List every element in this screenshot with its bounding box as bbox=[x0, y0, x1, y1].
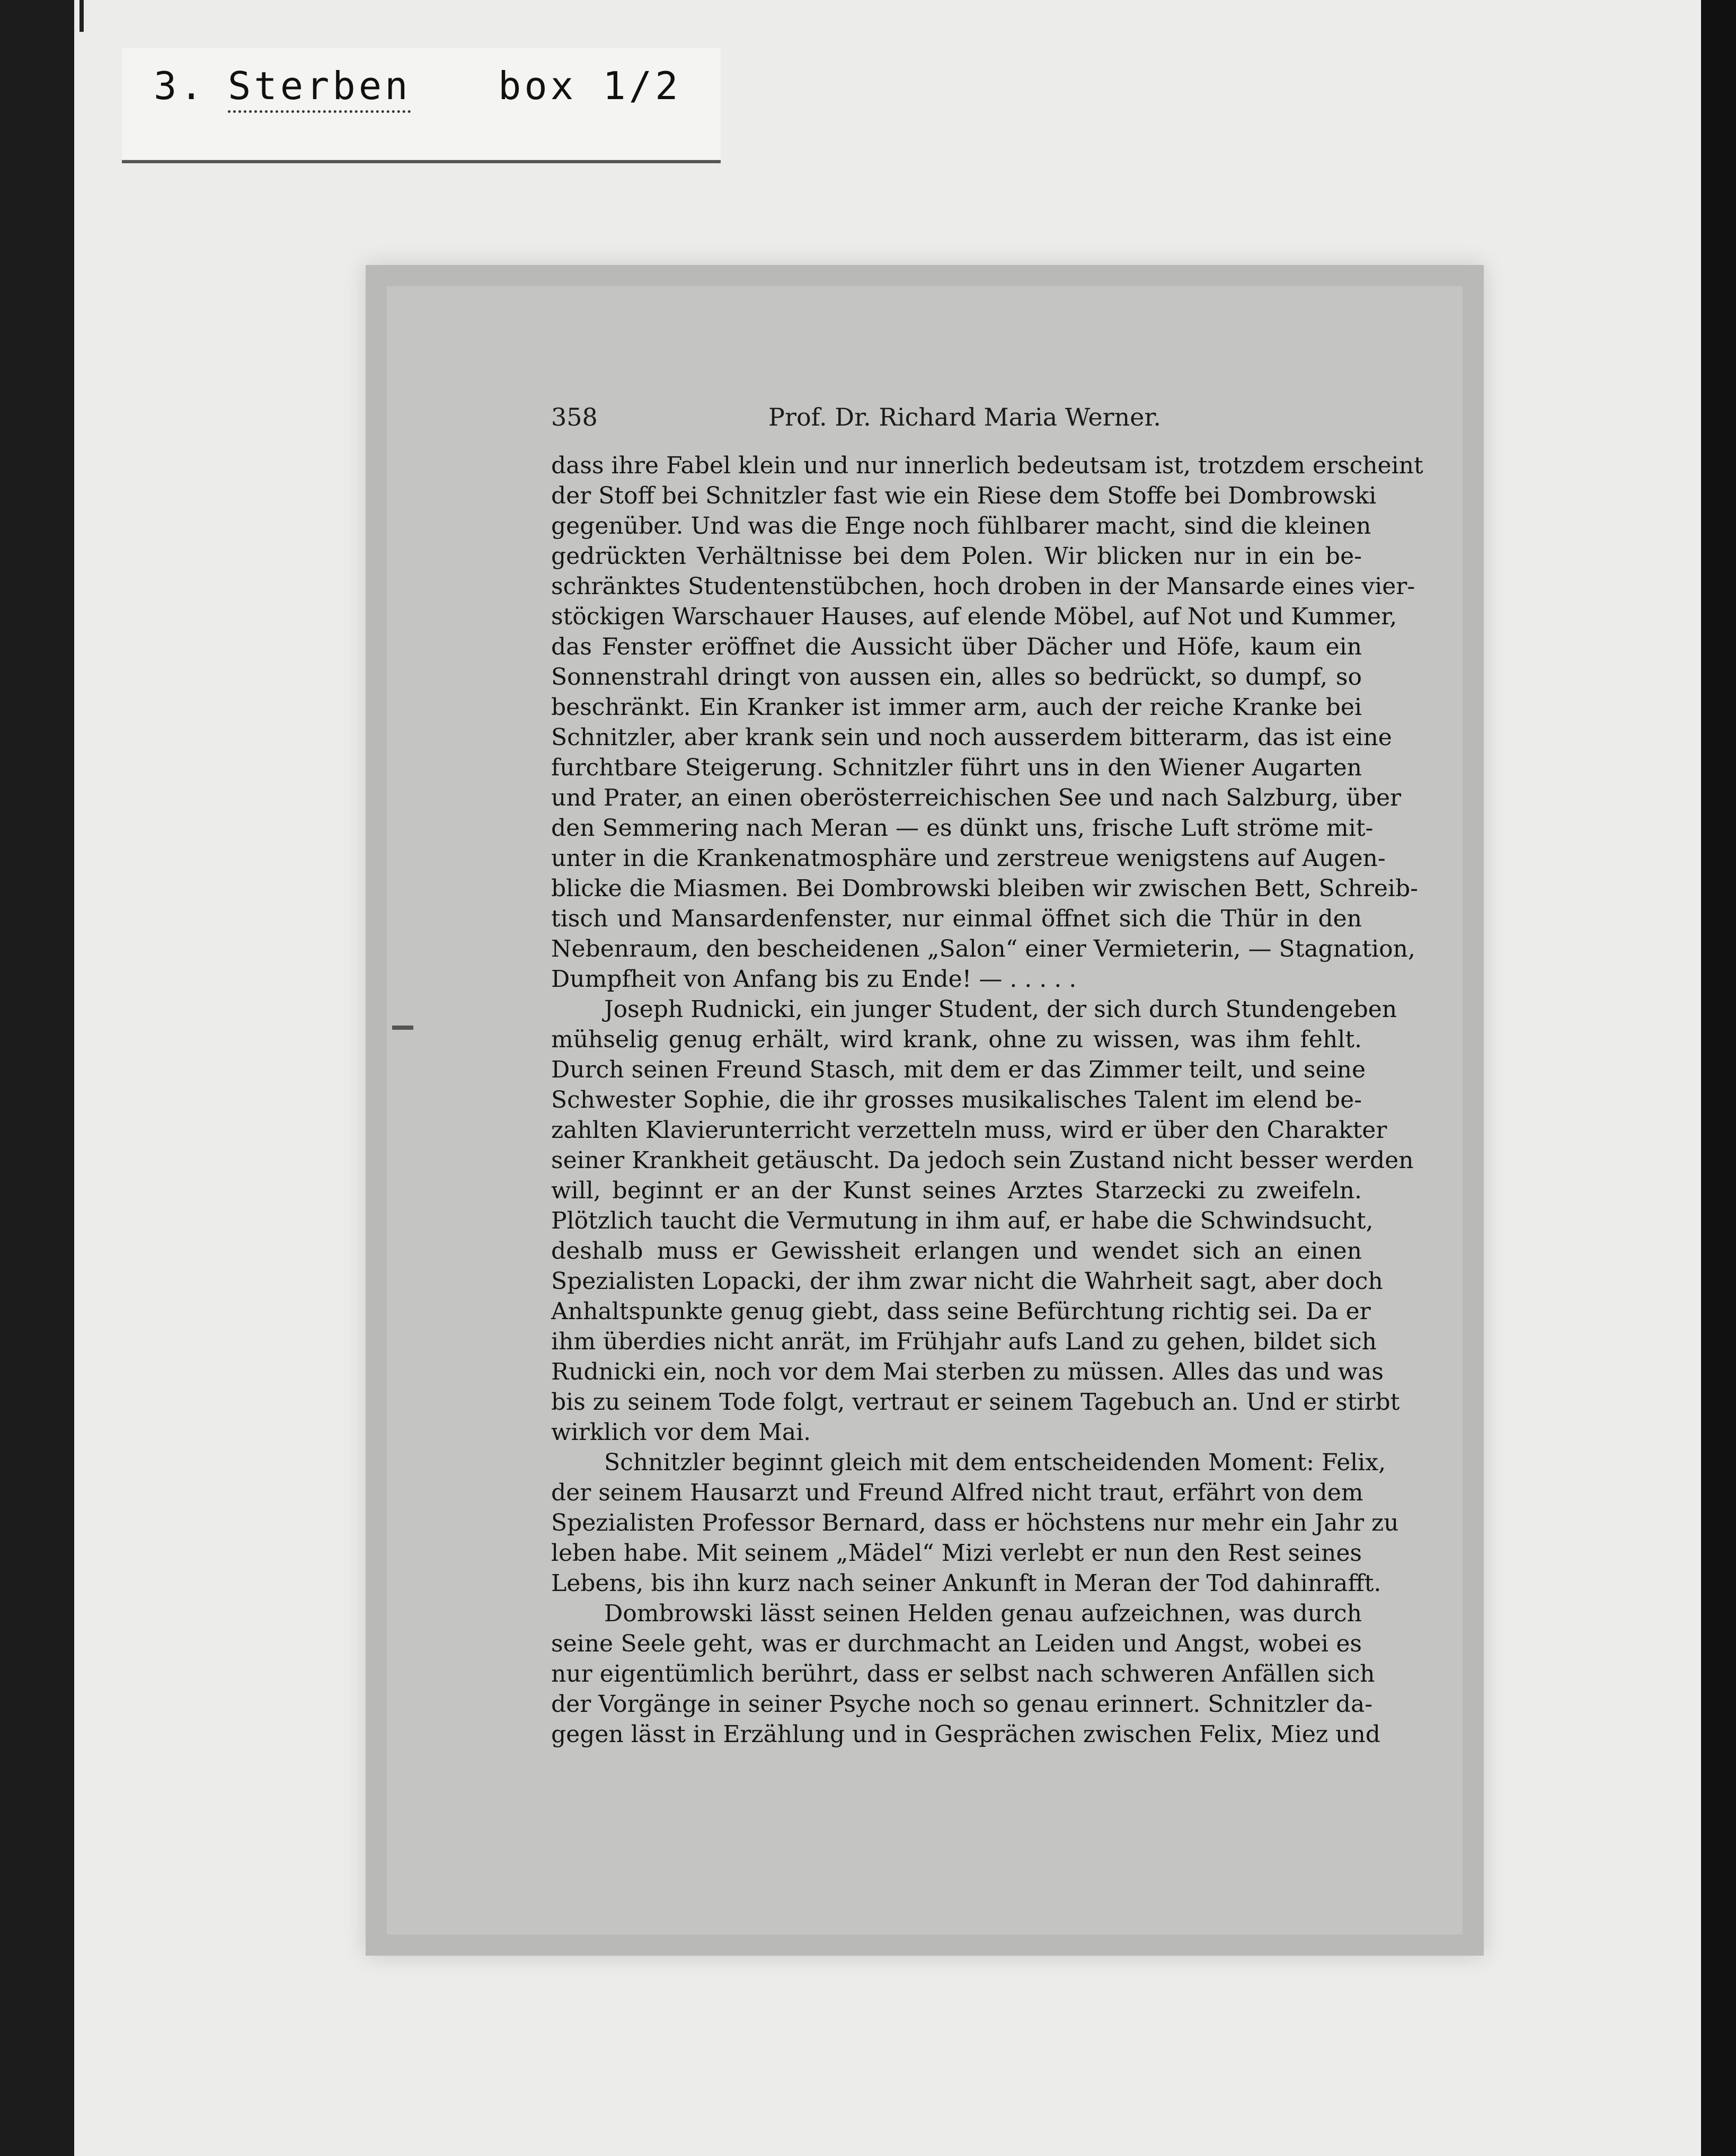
text-line: der Stoff bei Schnitzler fast wie ein Riese dem Stoffe bei Dombrowski bbox=[551, 482, 1377, 509]
text-line: seine Seele geht, was er durchmacht an Leiden und Angst, wobei es bbox=[551, 1630, 1362, 1657]
text-line: Schnitzler, aber krank sein und noch ausserdem bitterarm, das ist eine bbox=[551, 724, 1392, 751]
text-line: Dumpfheit von Anfang bis zu Ende! — . . . . . bbox=[551, 966, 1077, 993]
text-line: blicke die Miasmen. Bei Dombrowski bleiben wir zwischen Bett, Schreib- bbox=[551, 875, 1418, 902]
text-line: der seinem Hausarzt und Freund Alfred nicht traut, erfährt von dem bbox=[551, 1479, 1363, 1506]
page-number: 358 bbox=[551, 403, 598, 431]
text-line: Nebenraum, den bescheidenen „Salon“ einer Vermieterin, — Stagnation, bbox=[551, 935, 1415, 962]
text-line: dass ihre Fabel klein und nur innerlich bedeutsam ist, trotzdem erscheint bbox=[551, 452, 1423, 479]
text-line: zahlten Klavierunterricht verzetteln muss, wird er über den Charakter bbox=[551, 1117, 1387, 1144]
text-line: deshalb muss er Gewissheit erlangen und wendet sich an einen bbox=[551, 1238, 1362, 1265]
text-line: mühselig genug erhält, wird krank, ohne zu wissen, was ihm fehlt. bbox=[551, 1026, 1362, 1053]
text-line: gegen lässt in Erzählung und in Gesprächen zwischen Felix, Miez und bbox=[551, 1721, 1380, 1748]
label-title: Sterben bbox=[228, 64, 411, 113]
text-line: Schwester Sophie, die ihr grosses musikalisches Talent im elend be- bbox=[551, 1086, 1362, 1114]
text-line: Joseph Rudnicki, ein junger Student, der sich durch Stundengeben bbox=[604, 996, 1397, 1023]
text-line: leben habe. Mit seinem „Mädel“ Mizi verlebt er nun den Rest seines bbox=[551, 1540, 1362, 1567]
running-head-author: Prof. Dr. Richard Maria Werner. bbox=[768, 403, 1161, 431]
frame-edge bbox=[1701, 0, 1736, 2156]
text-line: Spezialisten Professor Bernard, dass er höchstens nur mehr ein Jahr zu bbox=[551, 1509, 1399, 1536]
margin-mark bbox=[392, 1026, 413, 1030]
text-line: Rudnicki ein, noch vor dem Mai sterben zu müssen. Alles das und was bbox=[551, 1358, 1384, 1385]
label-number: 3. bbox=[154, 64, 206, 108]
text-line: nur eigentümlich berührt, dass er selbst nach schweren Anfällen sich bbox=[551, 1660, 1375, 1687]
label-box: box 1/2 bbox=[498, 64, 681, 108]
text-line: das Fenster eröffnet die Aussicht über Dächer und Höfe, kaum ein bbox=[551, 633, 1362, 660]
text-line: gedrückten Verhältnisse bei dem Polen. Wir blicken nur in ein be- bbox=[551, 543, 1362, 570]
text-line: schränktes Studentenstübchen, hoch droben in der Mansarde eines vier- bbox=[551, 573, 1415, 600]
text-line: Lebens, bis ihn kurz nach seiner Ankunft in Meran der Tod dahinrafft. bbox=[551, 1570, 1381, 1597]
text-line: seiner Krankheit getäuscht. Da jedoch sein Zustand nicht besser werden bbox=[551, 1147, 1414, 1174]
text-line: Durch seinen Freund Stasch, mit dem er das Zimmer teilt, und seine bbox=[551, 1056, 1366, 1083]
text-line: den Semmering nach Meran — es dünkt uns, frische Luft ströme mit- bbox=[551, 815, 1374, 842]
text-line: Dombrowski lässt seinen Helden genau aufzeichnen, was durch bbox=[604, 1600, 1362, 1627]
text-line: furchtbare Steigerung. Schnitzler führt uns in den Wiener Augarten bbox=[551, 754, 1362, 781]
text-line: tisch und Mansardenfenster, nur einmal öffnet sich die Thür in den bbox=[551, 905, 1362, 932]
text-line: der Vorgänge in seiner Psyche noch so genau erinnert. Schnitzler da- bbox=[551, 1691, 1373, 1718]
text-line: unter in die Krankenatmosphäre und zerstreue wenigstens auf Augen- bbox=[551, 845, 1386, 872]
text-line: stöckigen Warschauer Hauses, auf elende Möbel, auf Not und Kummer, bbox=[551, 603, 1397, 630]
text-line: Schnitzler beginnt gleich mit dem entscheidenden Moment: Felix, bbox=[604, 1449, 1386, 1476]
text-line: will, beginnt er an der Kunst seines Arztes Starzecki zu zweifeln. bbox=[551, 1177, 1362, 1204]
text-line: wirklich vor dem Mai. bbox=[551, 1419, 811, 1446]
text-line: bis zu seinem Tode folgt, vertraut er seinem Tagebuch an. Und er stirbt bbox=[551, 1389, 1400, 1416]
film-mark bbox=[79, 0, 84, 32]
text-line: ihm überdies nicht anrät, im Frühjahr aufs Land zu gehen, bildet sich bbox=[551, 1328, 1377, 1355]
text-line: gegenüber. Und was die Enge noch fühlbarer macht, sind die kleinen bbox=[551, 513, 1371, 540]
text-line: Anhaltspunkte genug giebt, dass seine Befürchtung richtig sei. Da er bbox=[551, 1298, 1371, 1325]
text-line: und Prater, an einen oberösterreichischen See und nach Salzburg, über bbox=[551, 784, 1402, 811]
text-line: Sonnenstrahl dringt von aussen ein, alles so bedrückt, so dumpf, so bbox=[551, 664, 1362, 691]
text-line: beschränkt. Ein Kranker ist immer arm, auch der reiche Kranke bei bbox=[551, 694, 1362, 721]
text-line: Plötzlich taucht die Vermutung in ihm auf, er habe die Schwindsucht, bbox=[551, 1207, 1374, 1234]
label-rule bbox=[122, 160, 721, 163]
text-line: Spezialisten Lopacki, der ihm zwar nicht die Wahrheit sagt, aber doch bbox=[551, 1268, 1383, 1295]
body-text bbox=[551, 450, 1423, 1749]
